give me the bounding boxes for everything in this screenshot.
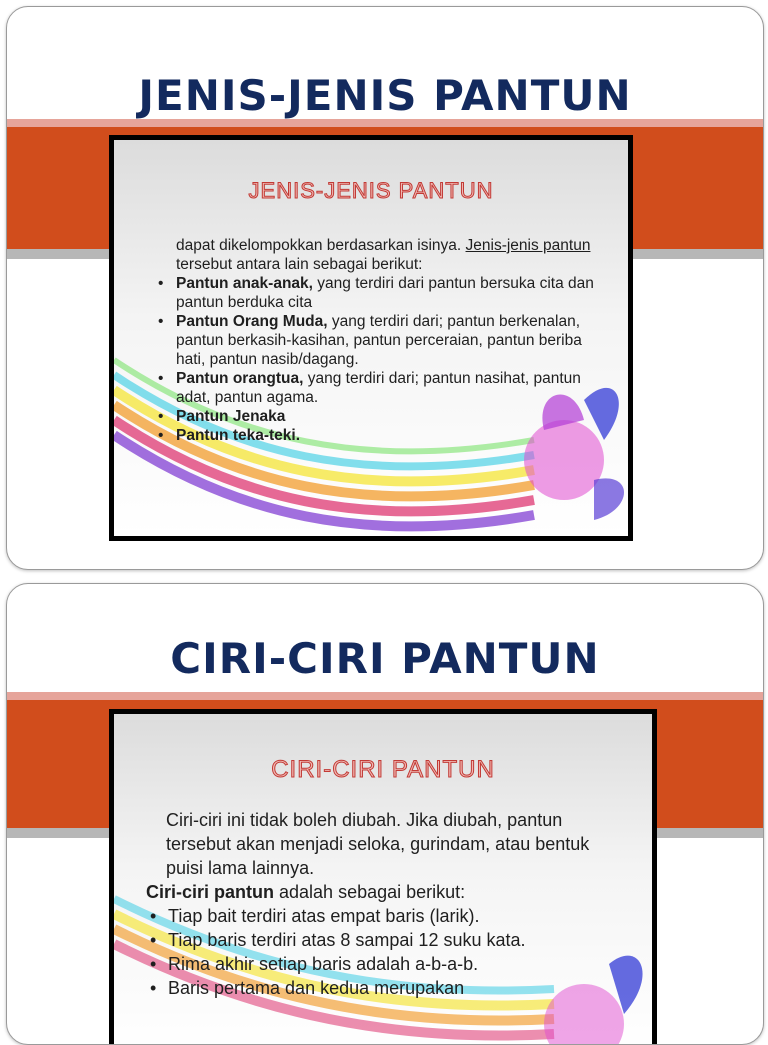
slide-ciri-ciri-pantun [6, 583, 764, 1045]
bullet-icon: • [150, 954, 157, 974]
list-item: • Pantun Jenaka [158, 408, 286, 425]
slide-title: JENIS-JENIS PANTUN [138, 71, 632, 120]
header-band-light [7, 119, 763, 127]
underlined-term: Jenis-jenis pantun [465, 237, 591, 254]
intro-paragraph: Ciri-ciri ini tidak boleh diubah. Jika diubah, pantun tersebut akan menjadi seloka, gurindam, atau bentuk puisi lama lainnya. [166, 810, 590, 878]
header-band-light [7, 692, 763, 700]
list-item: • Pantun teka-teki. [158, 427, 301, 444]
list-item: • Pantun anak-anak, yang terdiri dari pantun bersuka cita dan pantun berduka cita [158, 275, 594, 311]
inner-slide-content [146, 808, 626, 1000]
embedded-slide-image [109, 709, 657, 1045]
inner-slide-title: CIRI-CIRI PANTUN [271, 756, 495, 783]
bullet-icon: • [150, 930, 157, 950]
list-item: • Tiap baris terdiri atas 8 sampai 12 suku kata. [150, 930, 526, 950]
bullet-icon: • [158, 275, 164, 292]
bullet-icon: • [158, 370, 164, 387]
slide-jenis-jenis-pantun [6, 6, 764, 570]
list-item: • Pantun Orang Muda, yang terdiri dari; pantun berkenalan, pantun berkasih-kasihan, pantun perceraian, pantun beriba hati, pantun nasib/dagang. [158, 313, 582, 368]
list-item: • Rima akhir setiap baris adalah a-b-a-b. [150, 954, 479, 974]
lead-line: Ciri-ciri pantun adalah sebagai berikut: [146, 882, 466, 902]
bullet-icon: • [158, 313, 164, 330]
intro-paragraph: dapat dikelompokkan berdasarkan isinya. Jenis-jenis pantun tersebut antara lain sebagai berikut: [176, 237, 591, 273]
bullet-icon: • [158, 408, 164, 425]
embedded-slide-image [109, 135, 633, 541]
slide-title: CIRI-CIRI PANTUN [170, 634, 600, 683]
inner-slide-title: JENIS-JENIS PANTUN [248, 178, 494, 203]
bullet-icon: • [158, 427, 164, 444]
pantun-types-list [154, 274, 594, 445]
bullet-icon: • [150, 906, 157, 926]
list-item: • Pantun orangtua, yang terdiri dari; pantun nasihat, pantun adat, pantun agama. [158, 370, 581, 406]
bullet-icon: • [150, 978, 157, 998]
list-item: • Tiap bait terdiri atas empat baris (larik). [150, 906, 480, 926]
list-item: • Baris pertama dan kedua merupakan [150, 978, 465, 998]
pantun-characteristics-list [146, 904, 626, 1000]
inner-slide-content [154, 236, 594, 445]
